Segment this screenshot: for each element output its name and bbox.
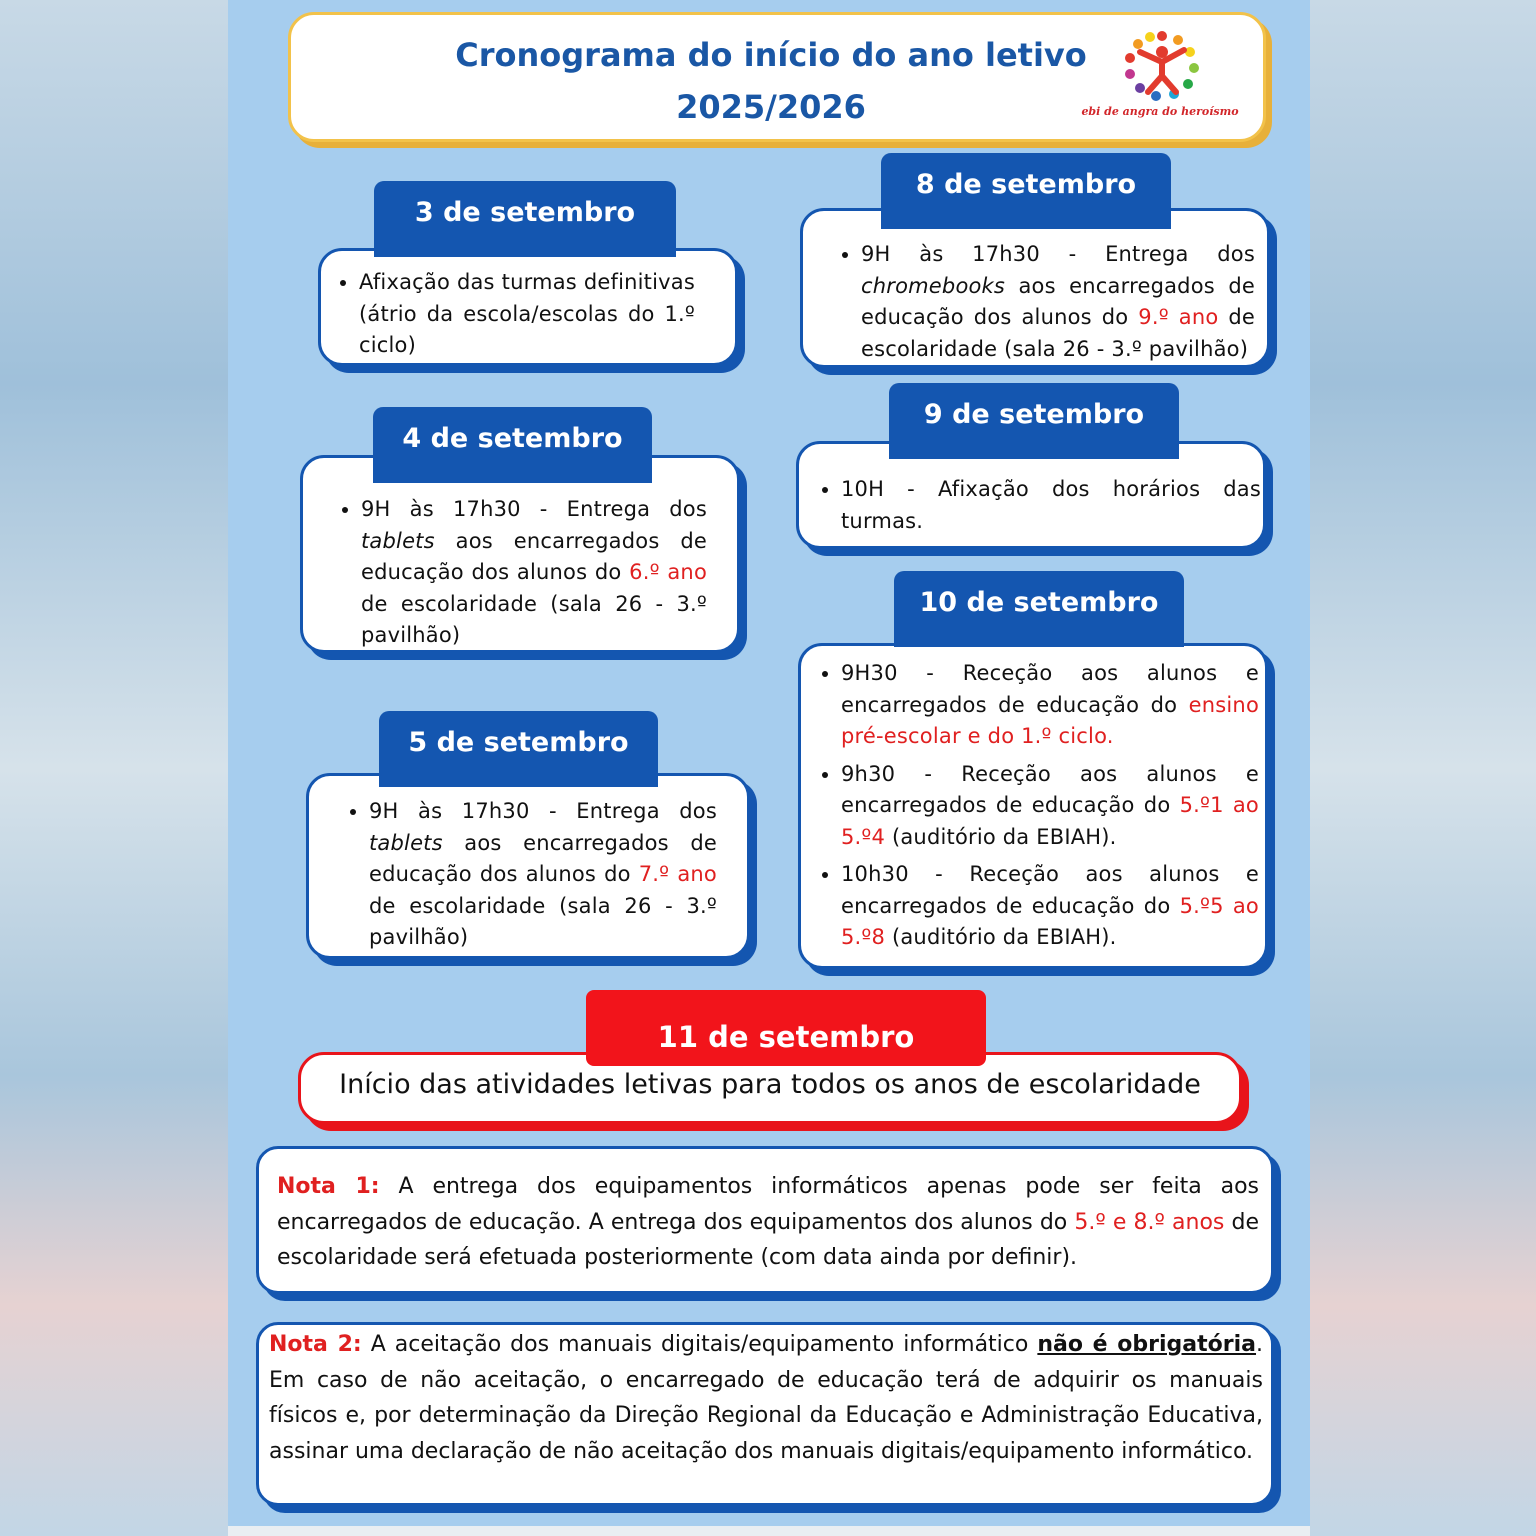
card-sep10: [798, 643, 1268, 969]
event-item: • 9H às 17h30 - Entrega dos chromebooks aos encarregados de educação dos alunos do 9.º ano de escolaridade (sala 26 - 3.º pavilhão): [861, 239, 1255, 365]
title-line-1: Cronograma do início do ano letivo: [455, 36, 1087, 74]
sep11-text: Início das atividades letivas para todos os anos de escolaridade: [339, 1069, 1201, 1100]
date-tab-sep9: 9 de setembro: [889, 383, 1179, 459]
card-sep3: [318, 248, 738, 366]
school-logo-text: ebi de angra do heroísmo: [1081, 105, 1239, 118]
note-2-label: Nota 2:: [269, 1332, 362, 1357]
note-2: Nota 2: A aceitação dos manuais digitais/equipamento informático não é obrigatória. Em caso de não aceitação, o encarregado de educação terá de adquirir os manuais físicos e, por determinação da Direção Regional da Educação e Administração Educativa, assinar uma declaração de não aceitação dos manuais digitais/equipamento informático.: [256, 1322, 1274, 1506]
event-item: • Afixação das turmas definitivas (átrio da escola/escolas do 1.º ciclo): [359, 267, 695, 362]
note-1-label: Nota 1:: [277, 1174, 380, 1199]
event-item: • 9H30 - Receção aos alunos e encarregados de educação do ensino pré-escolar e do 1.º ciclo.: [841, 658, 1259, 753]
date-tab-sep10: 10 de setembro: [894, 571, 1184, 647]
event-item: • 9H às 17h30 - Entrega dos tablets aos encarregados de educação dos alunos do 6.º ano de escolaridade (sala 26 - 3.º pavilhão): [361, 494, 707, 652]
event-item: • 10H - Afixação dos horários das turmas.: [841, 474, 1261, 537]
poster-bottom-strip: [228, 1526, 1310, 1536]
date-tab-sep5: 5 de setembro: [379, 711, 658, 787]
event-item: • 10h30 - Receção aos alunos e encarregados de educação do 5.º5 ao 5.º8 (auditório da EBIAH).: [841, 859, 1259, 954]
card-sep5: [306, 773, 750, 959]
title-line-2: 2025/2026: [676, 88, 866, 126]
card-sep8: [800, 208, 1270, 368]
date-tab-sep4: 4 de setembro: [373, 407, 652, 483]
note-1: Nota 1: A entrega dos equipamentos informáticos apenas pode ser feita aos encarregados de educação. A entrega dos equipamentos dos alunos do 5.º e 8.º anos de escolaridade será efetuada posteriormente (com data ainda por definir).: [256, 1146, 1274, 1294]
event-item: • 9h30 - Receção aos alunos e encarregados de educação do 5.º1 ao 5.º4 (auditório da EBIAH).: [841, 759, 1259, 854]
background-blur-right: [1308, 0, 1536, 1536]
date-tab-sep11: 11 de setembro: [586, 990, 986, 1066]
event-item: • 9H às 17h30 - Entrega dos tablets aos encarregados de educação dos alunos do 7.º ano de escolaridade (sala 26 - 3.º pavilhão): [369, 796, 717, 954]
card-sep4: [300, 455, 740, 653]
date-tab-sep8: 8 de setembro: [881, 153, 1171, 229]
date-tab-sep3: 3 de setembro: [374, 181, 676, 257]
background-blur-left: [0, 0, 228, 1536]
